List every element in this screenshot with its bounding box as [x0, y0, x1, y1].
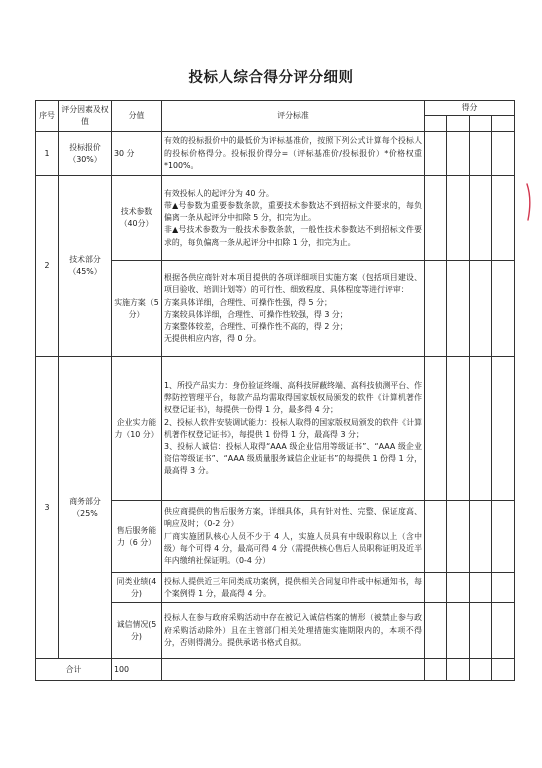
score-cell: [425, 659, 447, 681]
header-points: 分值: [112, 101, 162, 132]
score-cell: [447, 603, 470, 659]
score-cell: [492, 659, 515, 681]
row-factor: 投标报价（30%）: [59, 132, 112, 176]
criteria-line: 方案整体较差，合理性、可操作性不高的，得 2 分；: [164, 321, 348, 331]
row-criteria: [162, 573, 425, 603]
score-cell: [425, 116, 447, 132]
score-cell: [425, 357, 447, 501]
page-title: 投标人综合得分评分细则: [188, 70, 354, 86]
score-cell: [447, 357, 470, 501]
criteria-line: 根据各供应商针对本项目提供的各项详细项目实施方案（包括项目建设、项目验收、培训计划等）的可行性、细致程度、具体程度等进行评审：: [164, 273, 422, 295]
red-pen-mark: [526, 183, 532, 221]
total-value: 100: [112, 659, 162, 681]
scoring-table: [35, 100, 515, 681]
score-cell: [492, 261, 515, 357]
criteria-line: 非▲号技术参数为一般技术参数条款，一般性技术参数达不到招标文件要求的，每负偏离一条从起评分中扣除 1 分，扣完为止。: [164, 225, 422, 247]
row-criteria: [162, 357, 425, 501]
row-seq: 3: [36, 357, 59, 659]
score-cell: [425, 573, 447, 603]
score-cell: [470, 132, 492, 176]
score-cell: [425, 261, 447, 357]
score-cell: [470, 603, 492, 659]
header-score: 得分: [425, 101, 515, 116]
score-cell: [447, 176, 470, 261]
score-cell: [470, 501, 492, 573]
header-factor: 评分因素及权值: [59, 101, 112, 132]
row-factor: 技术部分（45%）: [59, 176, 112, 357]
criteria-line: 供应商提供的售后服务方案，详细具体，具有针对性、完整、保证度高、响应及时；（0-2 分）: [164, 507, 422, 529]
row-seq: 1: [36, 132, 59, 176]
score-cell: [492, 573, 515, 603]
row-points: 诚信情况(5 分): [112, 603, 162, 659]
score-cell: [492, 132, 515, 176]
row-factor: 商务部分（25%: [59, 357, 112, 659]
criteria-line: 有效的投标报价中的最低价为评标基准价，按照下列公式计算每个投标人的投标价格得分。投标报价得分=（评标基准价/投标报价）*价格权重*100%。: [164, 136, 422, 170]
score-cell: [447, 132, 470, 176]
score-cell: [470, 116, 492, 132]
header-seq: 序号: [36, 101, 59, 132]
row-seq: 2: [36, 176, 59, 357]
criteria-line: 投标人提供近三年同类成功案例，提供相关合同复印件或中标通知书，每个案例得 1 分，最高得 4 分。: [164, 576, 422, 598]
score-cell: [492, 176, 515, 261]
row-points: 技术参数（40分）: [112, 176, 162, 261]
criteria-line: 厂商实施团队核心人员不少于 4 人，实施人员具有中级职称以上（含中级）每个可得 4 分，最高可得 4 分（需提供核心售后人员职称证明及近半年内缴纳社保证明。（0-4 分）: [164, 531, 422, 565]
score-cell: [447, 116, 470, 132]
score-cell: [447, 573, 470, 603]
criteria-line: 3、投标人诚信：投标人取得“AAA 级企业信用等级证书”、“AAA 级企业资信等级证书”、“AAA 级质量服务诚信企业证书”的每提供 1 份得 1 分，最高得 3 分。: [164, 441, 422, 476]
score-cell: [447, 659, 470, 681]
score-cell: [470, 357, 492, 501]
score-cell: [492, 357, 515, 501]
score-cell: [447, 261, 470, 357]
score-cell: [425, 501, 447, 573]
score-cell: [492, 603, 515, 659]
total-criteria-cell: [162, 659, 425, 681]
row-criteria: [162, 501, 425, 573]
score-cell: [447, 501, 470, 573]
row-points: 30 分: [112, 132, 162, 176]
score-cell: [470, 176, 492, 261]
criteria-line: 方案具体详细，合理性、可操作性强，得 5 分；: [164, 297, 332, 307]
score-cell: [425, 176, 447, 261]
criteria-line: 1、所投产品实力：身份验证终端、高科技屏蔽终端、高科技侦测平台、作弊防控管理平台，每款产品均需取得国家版权局颁发的软件《计算机著作权登记证书》，每提供一份得 1 分，最多得 4 分；: [164, 380, 422, 415]
criteria-line: 无提供相应内容，得 0 分。: [164, 334, 261, 344]
row-points: 同类业绩(4 分): [112, 573, 162, 603]
header-criteria: 评分标准: [162, 101, 425, 132]
score-cell: [425, 603, 447, 659]
criteria-line: 方案较具体详细，合理性、可操作性较强，得 3 分；: [164, 309, 348, 319]
row-points: 企业实力能力（10 分）: [112, 357, 162, 501]
row-points: 实施方案（5 分）: [112, 261, 162, 357]
score-cell: [470, 659, 492, 681]
score-cell: [470, 573, 492, 603]
score-cell: [492, 116, 515, 132]
row-criteria: [162, 176, 425, 261]
score-cell: [470, 261, 492, 357]
criteria-line: 有效投标人的起评分为 40 分。: [164, 188, 274, 198]
row-criteria: [162, 132, 425, 176]
criteria-line: 2、投标人软件安装调试能力：投标人取得的国家版权局颁发的软件《计算机著作权登记证书》，每提供 1 份得 1 分，最高得 3 分；: [164, 417, 422, 439]
row-points: 售后服务能力（6 分）: [112, 501, 162, 573]
criteria-line: 带▲号参数为重要参数条款，重要技术参数达不到招标文件要求的，每负偏离一条从起评分中扣除 5 分，扣完为止。: [164, 200, 422, 223]
total-label: 合计: [36, 659, 112, 681]
score-cell: [492, 501, 515, 573]
criteria-line: 投标人在参与政府采购活动中存在被记入诚信档案的情形（被禁止参与政府采购活动除外）且在主管部门相关处理措施实施期限内的，本项不得分，否则得满分。提供承诺书格式自拟。: [164, 613, 422, 647]
row-criteria: [162, 603, 425, 659]
row-criteria: [162, 261, 425, 357]
score-cell: [425, 132, 447, 176]
